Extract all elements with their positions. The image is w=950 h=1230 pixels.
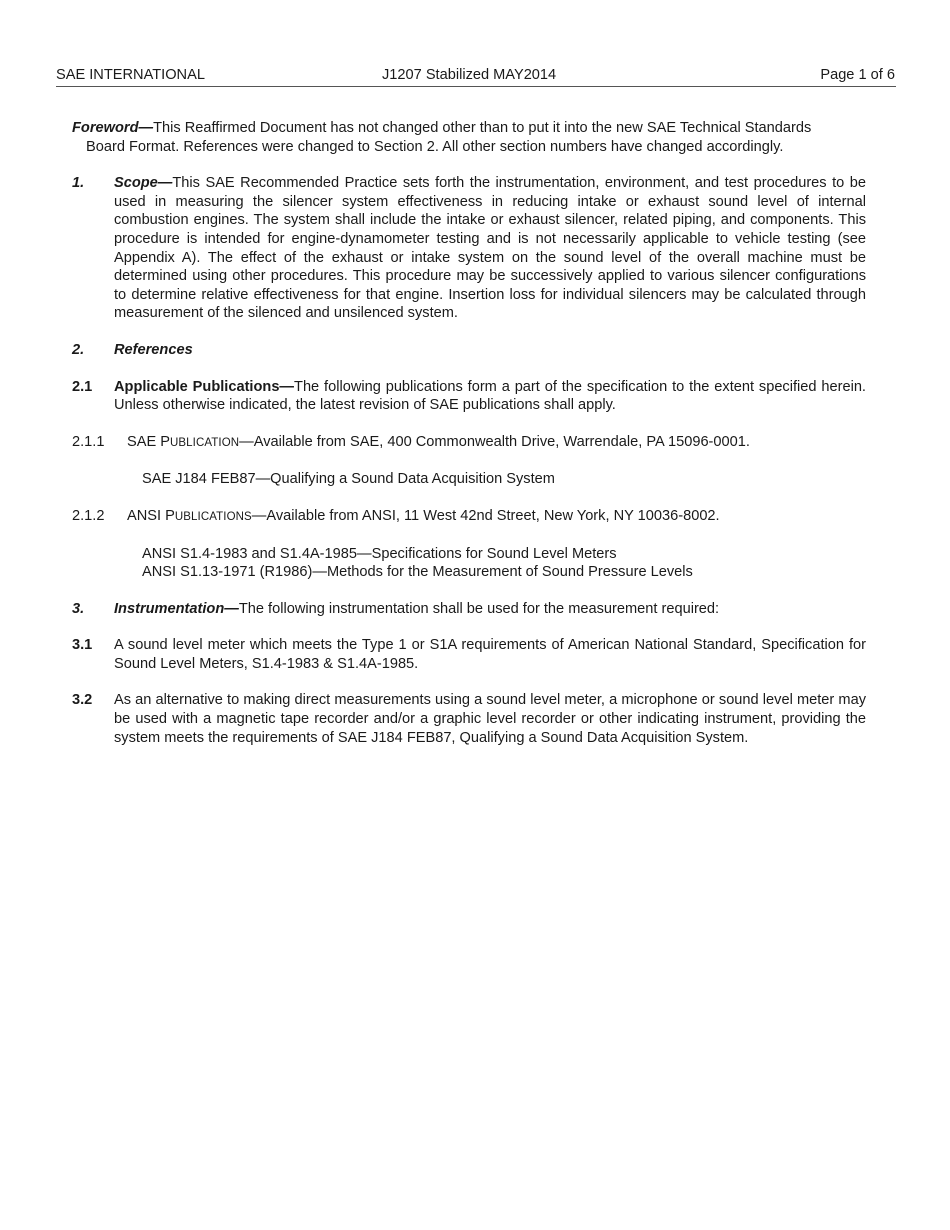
- section-text: As an alternative to making direct measurements using a sound level meter, a microphone or sound level meter may be used with a magnetic tape recorder and/or a graphic level recorder or other indicating instrument, providing the system meets the requirements of SAE J184 FEB87, Qualifying a Sound Data Acquisition System.: [114, 692, 866, 746]
- reference-item: ANSI S1.4-1983 and S1.4A-1985—Specifications for Sound Level Meters: [142, 545, 617, 562]
- reference-item: SAE J184 FEB87—Qualifying a Sound Data Acquisition System: [142, 471, 555, 488]
- section-2-1-2-ansi-publications: [72, 507, 866, 527]
- page-header: [56, 66, 896, 87]
- section-2-references: [72, 341, 866, 360]
- section-1-scope: [72, 174, 866, 323]
- section-2-1-1-sae-publication: [72, 433, 866, 453]
- section-heading: Scope—: [114, 175, 173, 192]
- foreword-text-line1: This Reaffirmed Document has not changed other than to put it into the new SAE Technical Standards: [153, 120, 812, 136]
- section-heading: References: [114, 341, 193, 358]
- section-heading: Instrumentation—: [114, 600, 239, 617]
- reference-list: [72, 470, 866, 489]
- section-text: A sound level meter which meets the Type 1 or S1A requirements of American National Standard, Specification for Sound Level Meters, S1.4-1983 & S1.4A-1985.: [114, 637, 866, 672]
- section-number: 2.1.1: [72, 433, 105, 450]
- foreword-text-line2: Board Format. References were changed to Section 2. All other section numbers have changed accordingly.: [86, 138, 784, 155]
- header-organization: SAE INTERNATIONAL: [56, 67, 205, 83]
- section-text: —Available from SAE, 400 Commonwealth Drive, Warrendale, PA 15096-0001.: [239, 433, 750, 450]
- section-3-instrumentation: [72, 600, 866, 619]
- foreword-paragraph: [72, 119, 866, 156]
- section-heading-prefix: ANSI P: [127, 507, 175, 524]
- section-text: This SAE Recommended Practice sets forth the instrumentation, environment, and test procedures to be used in measuring the silencer system effectiveness in reducing intake or exhaust sound level of internal combustion engines. The system shall include the intake or exhaust silencer, related piping, and components. This procedure is intended for engine-dynamometer testing and is not necessarily applicable to vehicle testing (see Appendix A). The effect of the exhaust or intake system on the sound level of the overall machine must be determined using other procedures. This procedure may be successively applied to various silencer configurations to determine relative effectiveness for that engine. Insertion loss for individual silencers may be calculated through measurement of the silenced and unsilenced system.: [114, 175, 866, 322]
- section-number: 3.: [72, 600, 85, 617]
- section-number: 3.2: [72, 692, 93, 709]
- section-3-1: [72, 636, 866, 673]
- section-number: 3.1: [72, 637, 93, 654]
- reference-list: [72, 545, 866, 582]
- document-body: [72, 119, 866, 747]
- section-number: 2.1.2: [72, 507, 105, 524]
- section-heading-smallcaps: UBLICATIONS: [174, 510, 252, 523]
- reference-item: ANSI S1.13-1971 (R1986)—Methods for the Measurement of Sound Pressure Levels: [142, 564, 693, 581]
- section-2-1-applicable-publications: [72, 378, 866, 415]
- section-text: The following publications form a part of the specification to the extent specified herein. Unless otherwise indicated, the latest revision of SAE publications shall apply.: [114, 378, 866, 414]
- section-text: The following instrumentation shall be used for the measurement required:: [238, 600, 720, 617]
- section-text: —Available from ANSI, 11 West 42nd Street, New York, NY 10036-8002.: [251, 507, 720, 524]
- section-3-2: [72, 691, 866, 747]
- header-page-number: Page 1 of 6: [820, 67, 895, 83]
- section-number: 2.: [72, 341, 85, 358]
- section-number: 1.: [72, 175, 85, 192]
- foreword-label: Foreword—: [72, 120, 154, 136]
- section-heading-prefix: SAE P: [127, 433, 170, 450]
- section-heading-smallcaps: UBLICATION: [170, 436, 240, 449]
- header-document-id: J1207 Stabilized MAY2014: [382, 67, 557, 83]
- section-heading: Applicable Publications—: [114, 378, 295, 395]
- section-number: 2.1: [72, 378, 93, 395]
